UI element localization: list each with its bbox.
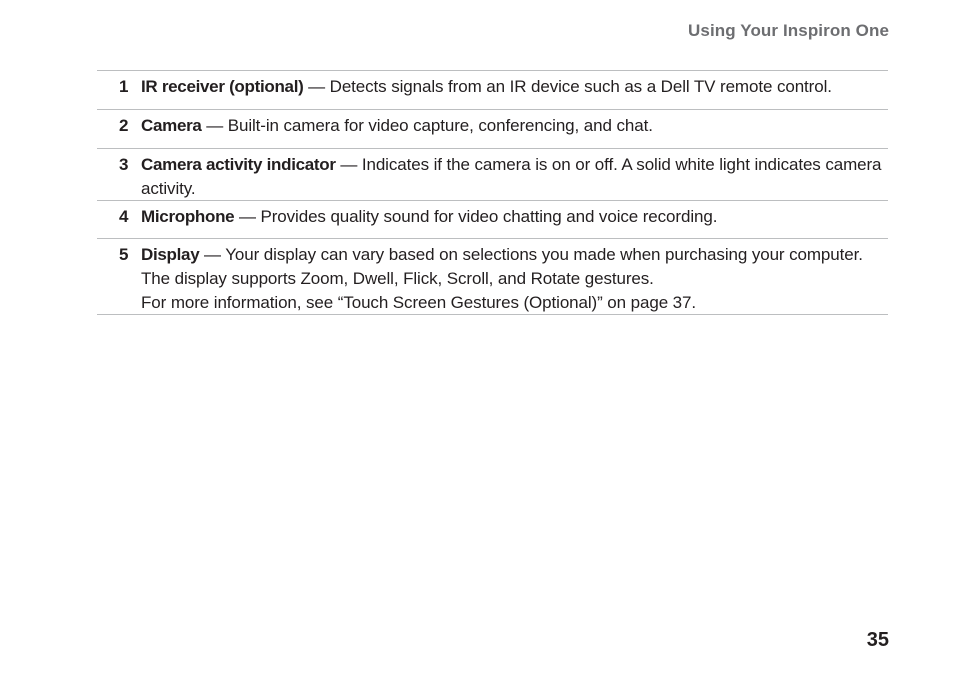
callout-description: — Indicates if the camera is on or off. A solid white light indicates camera activity.: [141, 155, 882, 198]
callout-text: [141, 153, 888, 201]
callout-term: Camera activity indicator: [141, 155, 336, 174]
callout-description: — Your display can vary based on selections you made when purchasing your computer. The display supports Zoom, Dwell, Flick, Scroll, and Rotate gestures.: [141, 245, 863, 288]
callout-item-camera: [97, 110, 888, 149]
callout-number: 2: [119, 116, 129, 135]
callout-item-camera-activity-indicator: [97, 149, 888, 201]
callout-text: [141, 75, 888, 99]
callout-number: 3: [119, 155, 129, 174]
callout-item-display: [97, 239, 888, 315]
callout-term: IR receiver (optional): [141, 77, 304, 96]
callout-number: 4: [119, 207, 129, 226]
callout-term: Microphone: [141, 207, 235, 226]
callout-term: Camera: [141, 116, 202, 135]
callout-number: 5: [119, 245, 129, 264]
running-header: Using Your Inspiron One: [688, 21, 889, 40]
callout-list: [97, 70, 888, 315]
callout-item-microphone: [97, 201, 888, 239]
callout-text: [141, 205, 888, 229]
callout-term: Display: [141, 245, 200, 264]
callout-description: — Provides quality sound for video chatting and voice recording.: [234, 207, 718, 226]
callout-number: 1: [119, 77, 129, 96]
callout-description: — Detects signals from an IR device such as a Dell TV remote control.: [303, 77, 832, 96]
callout-item-ir-receiver: [97, 71, 888, 110]
callout-description: — Built-in camera for video capture, conferencing, and chat.: [201, 116, 653, 135]
callout-text: [141, 243, 888, 315]
callout-text: [141, 114, 888, 138]
callout-note: For more information, see “Touch Screen Gestures (Optional)” on page 37.: [141, 293, 697, 312]
page-number: 35: [866, 629, 889, 651]
